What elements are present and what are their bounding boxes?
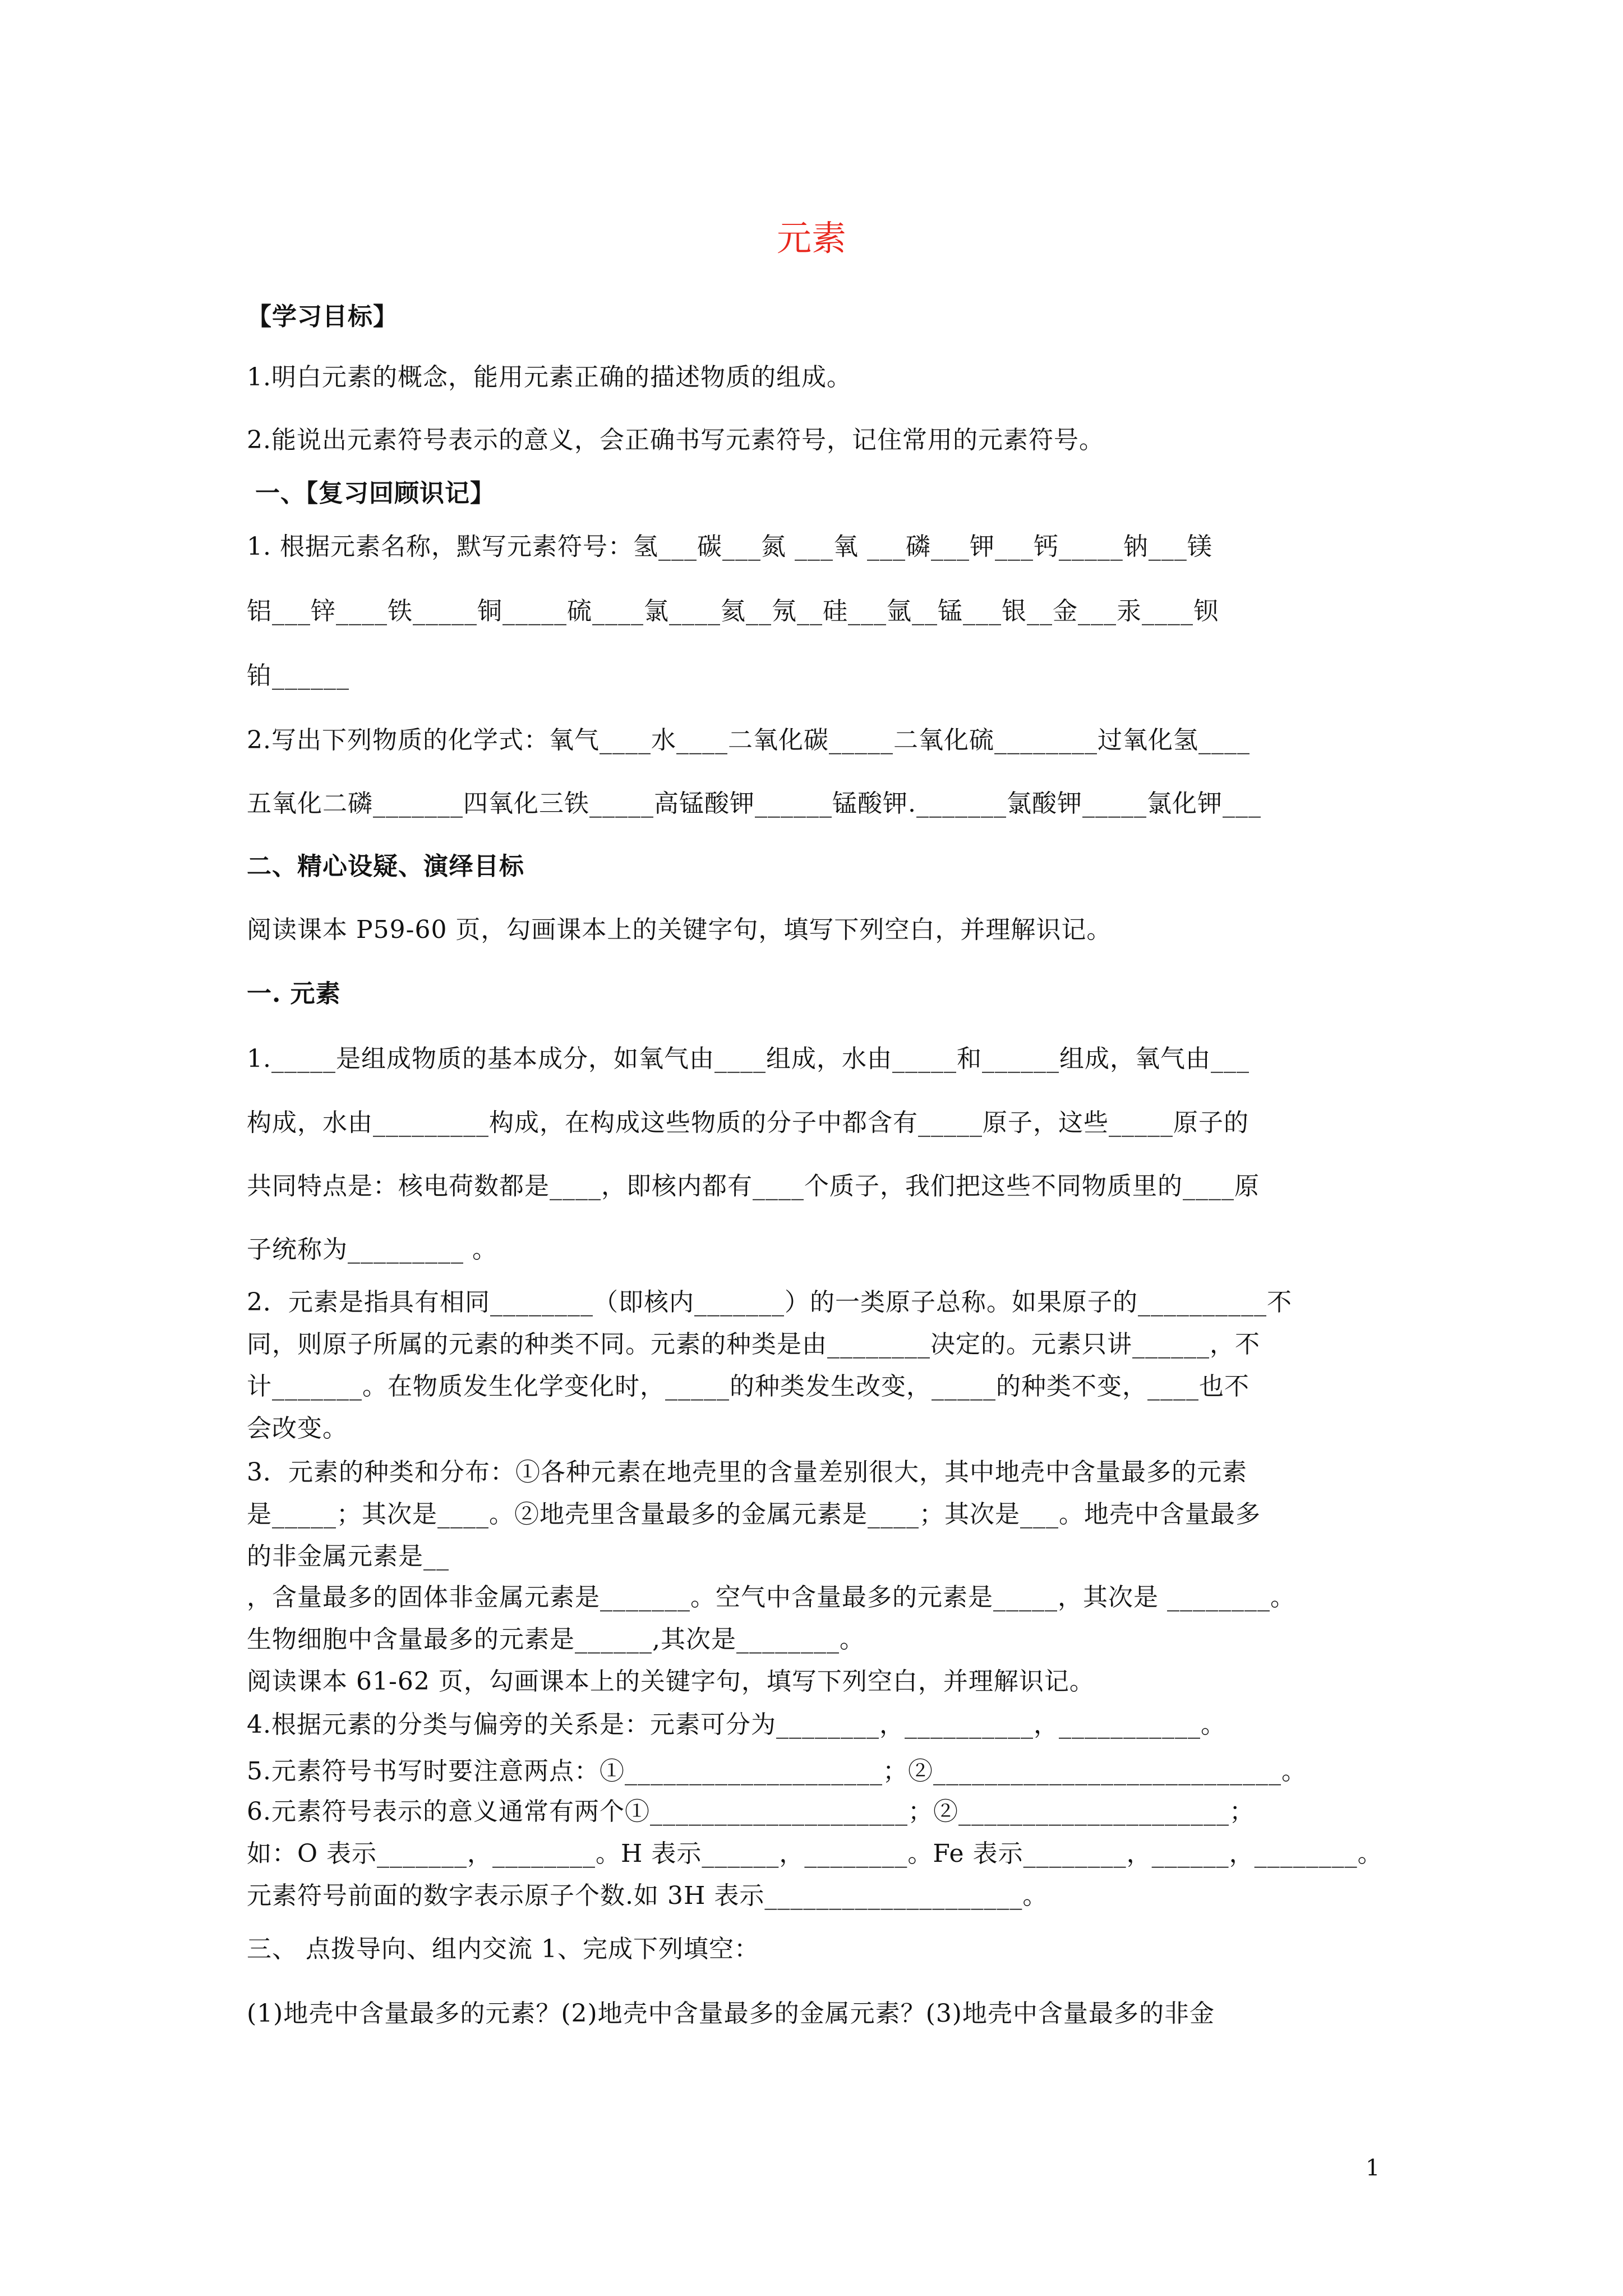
element-q1-line-3: 共同特点是：核电荷数都是____，即核内都有____个质子，我们把这些不同物质里的____原 bbox=[247, 1172, 1260, 1200]
element-q3-line-2: 是_____；其次是____。②地壳里含量最多的金属元素是____；其次是___。地壳中含量最多 bbox=[247, 1500, 1261, 1529]
element-q3-line-4: ，含量最多的固体非金属元素是_______。空气中含量最多的元素是_____，其次是 ________。 bbox=[247, 1583, 1295, 1612]
element-q6-line-1: 6.元素符号表示的意义通常有两个①____________________；②_____________________； bbox=[247, 1797, 1255, 1826]
reading-instruction-2: 阅读课本 61-62 页，勾画课本上的关键字句，填写下列空白，并理解识记。 bbox=[247, 1667, 1095, 1696]
review-q1-line-2: 铝___锌____铁_____铜_____硫____氯____氦__氖__硅___氩__锰___银__金___汞____钡 bbox=[247, 597, 1219, 625]
element-q2-line-3: 计_______。在物质发生化学变化时，_____的种类发生改变，_____的种类不变，____也不 bbox=[247, 1372, 1249, 1401]
subheading-element: 一. 元素 bbox=[247, 979, 341, 1008]
element-q6-line-3: 元素符号前面的数字表示原子个数.如 3H 表示____________________。 bbox=[247, 1881, 1048, 1910]
section-heading-learning-goals: 【学习目标】 bbox=[247, 302, 398, 331]
element-q1-line-1: 1._____是组成物质的基本成分，如氧气由____组成，水由_____和______组成，氧气由___ bbox=[247, 1045, 1249, 1073]
element-q3-line-1: 3．元素的种类和分布：①各种元素在地壳里的含量差别很大，其中地壳中含量最多的元素 bbox=[247, 1458, 1247, 1487]
goal-line-1: 1.明白元素的概念，能用元素正确的描述物质的组成。 bbox=[247, 363, 852, 392]
section-heading-exchange: 三、 点拨导向、组内交流 1、完成下列填空： bbox=[247, 1935, 759, 1963]
element-q6-line-2: 如：O 表示_______，________。H 表示______，________。Fe 表示________，______，________。 bbox=[247, 1839, 1383, 1868]
element-q4-line: 4.根据元素的分类与偏旁的关系是：元素可分为________，__________，___________。 bbox=[247, 1710, 1226, 1739]
review-q1-line-3: 铂______ bbox=[247, 661, 349, 690]
element-q3-line-5: 生物细胞中含量最多的元素是______,其次是________。 bbox=[247, 1625, 865, 1654]
exchange-q1-line: (1)地壳中含量最多的元素？(2)地壳中含量最多的金属元素？(3)地壳中含量最多的非金 bbox=[247, 1999, 1215, 2028]
goal-line-2: 2.能说出元素符号表示的意义，会正确书写元素符号，记住常用的元素符号。 bbox=[247, 426, 1104, 454]
review-q1-line-1: 1. 根据元素名称，默写元素符号：氢___碳___氮 ___氧 ___磷___钾___钙_____钠___镁 bbox=[247, 532, 1212, 561]
element-q2-line-2: 同，则原子所属的元素的种类不同。元素的种类是由________决定的。元素只讲______，不 bbox=[247, 1330, 1260, 1359]
element-q1-line-2: 构成，水由_________构成，在构成这些物质的分子中都含有_____原子，这些_____原子的 bbox=[247, 1108, 1249, 1137]
reading-instruction-1: 阅读课本 P59-60 页，勾画课本上的关键字句，填写下列空白，并理解识记。 bbox=[247, 915, 1112, 944]
review-q2-line-1: 2.写出下列物质的化学式：氧气____水____二氧化碳_____二氧化硫________过氧化氢____ bbox=[247, 726, 1250, 754]
element-q3-line-3: 的非金属元素是__ bbox=[247, 1542, 449, 1571]
page-number: 1 bbox=[1366, 2155, 1380, 2181]
section-heading-inquiry: 二、精心设疑、演绎目标 bbox=[247, 852, 524, 881]
element-q1-line-4: 子统称为_________ 。 bbox=[247, 1235, 497, 1264]
document-title: 元素 bbox=[776, 218, 846, 259]
element-q2-line-4: 会改变。 bbox=[247, 1414, 348, 1443]
element-q5-line: 5.元素符号书写时要注意两点：①____________________；②___________________________。 bbox=[247, 1757, 1307, 1786]
review-q2-line-2: 五氧化二磷_______四氧化三铁_____高锰酸钾______锰酸钾._______氯酸钾_____氯化钾___ bbox=[247, 789, 1261, 818]
section-heading-review: 一、【复习回顾识记】 bbox=[255, 479, 495, 508]
element-q2-line-1: 2．元素是指具有相同________（即核内_______）的一类原子总称。如果原子的__________不 bbox=[247, 1288, 1292, 1317]
